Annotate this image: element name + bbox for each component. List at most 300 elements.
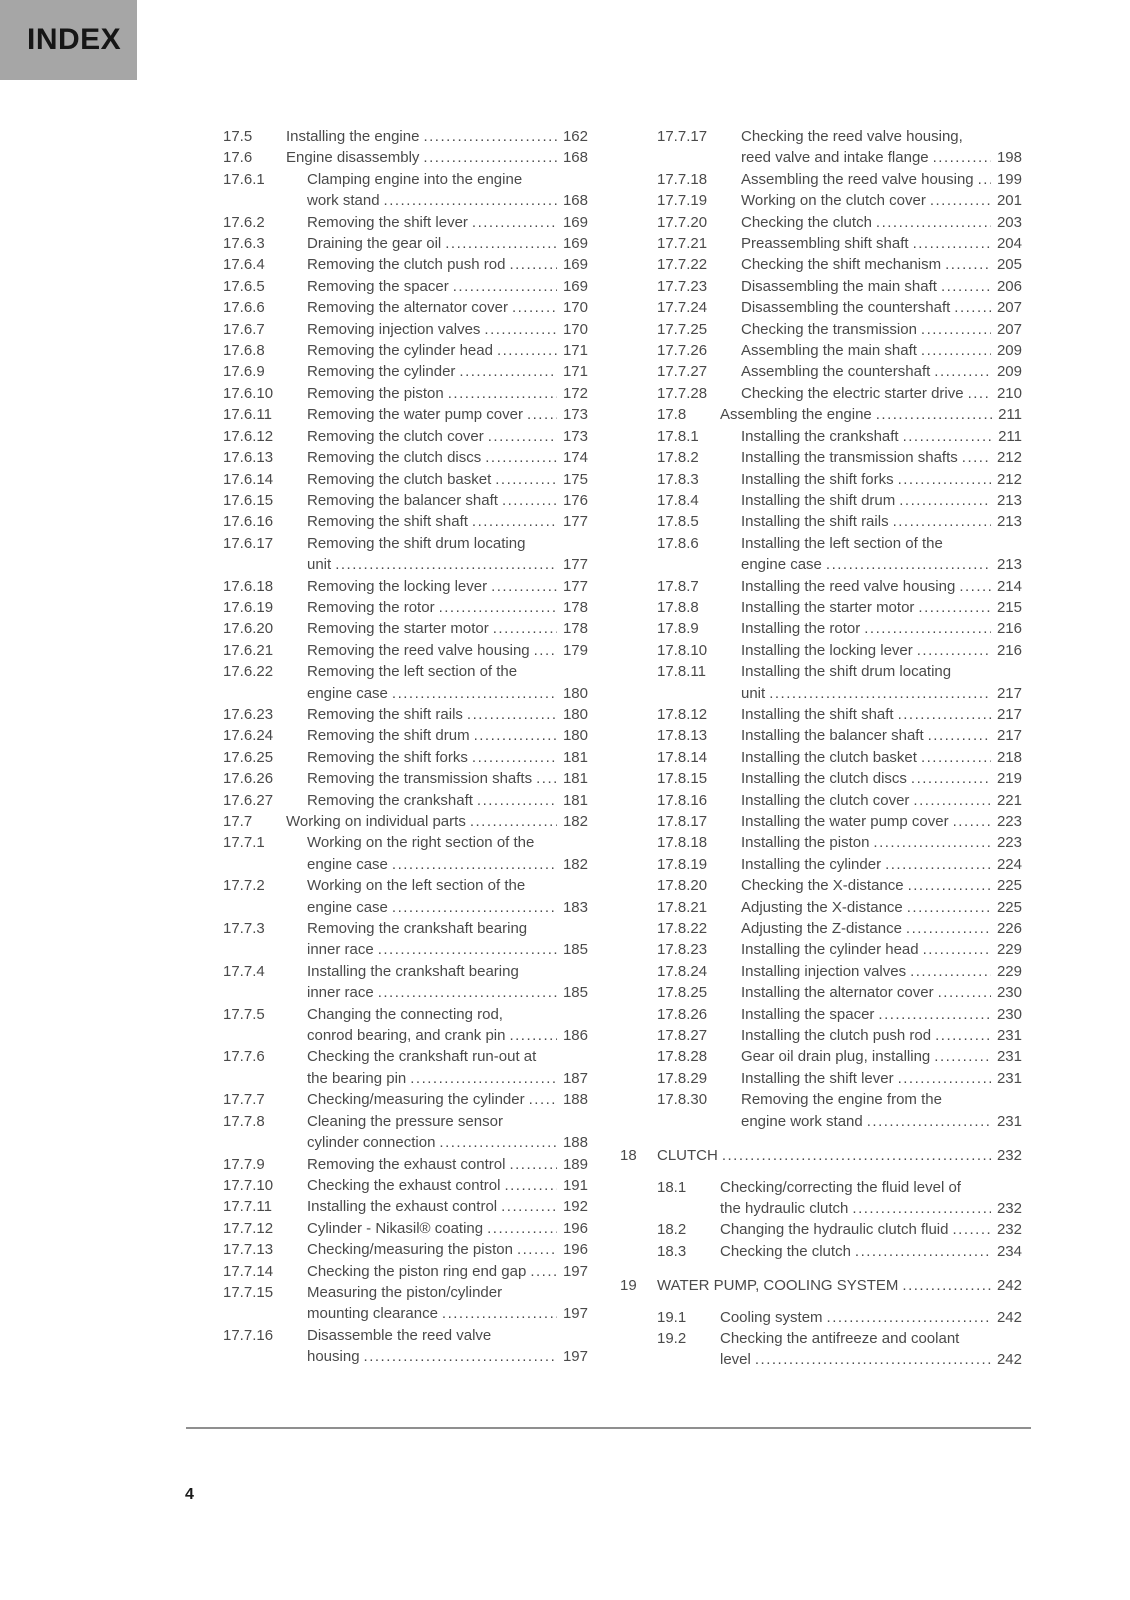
- toc-entry-row: [620, 404, 1022, 425]
- toc-entry-page: 180: [562, 684, 588, 702]
- toc-entry-page: 169: [562, 256, 588, 274]
- toc-entry-row: [186, 1175, 588, 1196]
- toc-entry-title: Removing the left section of the: [307, 663, 518, 681]
- toc-entry-number: 17.7.22: [657, 256, 708, 274]
- dot-leader: [910, 961, 991, 982]
- dot-leader: [907, 897, 991, 918]
- toc-entry-row: [186, 982, 588, 1003]
- toc-entry-title: CLUTCH: [657, 1147, 718, 1165]
- toc-entry-number: 17.6.27: [223, 791, 274, 809]
- toc-entry-page: 234: [996, 1242, 1022, 1260]
- toc-entry-page: 204: [996, 235, 1022, 253]
- toc-entry-number: 17.8.6: [657, 534, 699, 552]
- toc-entry-row: [620, 1275, 1022, 1296]
- toc-entry-number: 18: [620, 1147, 637, 1165]
- toc-entry-row: [620, 490, 1022, 511]
- toc-entry-number: 17.7.17: [657, 128, 708, 145]
- toc-entry-page: 185: [562, 984, 588, 1002]
- toc-entry-page: 199: [996, 170, 1022, 188]
- toc-entry-number: 17.8.18: [657, 834, 708, 852]
- dot-leader: [938, 982, 991, 1003]
- toc-entry-number: 17.6.13: [223, 449, 274, 467]
- toc-entry-row: [620, 147, 1022, 168]
- toc-entry-row: [186, 811, 588, 832]
- toc-entry-row: [620, 640, 1022, 661]
- toc-entry-page: 209: [996, 363, 1022, 381]
- toc-entry-page: 171: [562, 363, 588, 381]
- toc-entry-title: Gear oil drain plug, installing: [741, 1048, 931, 1066]
- dot-leader: [410, 1068, 557, 1089]
- toc-entry-title: Installing the clutch basket: [741, 748, 917, 766]
- toc-entry-number: 17.8.5: [657, 513, 699, 531]
- toc-entry-row: [620, 511, 1022, 532]
- dot-leader: [893, 511, 991, 532]
- toc-entry-title: Removing the shift lever: [307, 213, 468, 231]
- toc-entry-title: Installing the balancer shaft: [741, 727, 924, 745]
- toc-entry-title: engine case: [307, 684, 388, 702]
- toc-entry-page: 230: [996, 1005, 1022, 1023]
- toc-entry-row: [186, 319, 588, 340]
- dot-leader: [453, 276, 557, 297]
- toc-entry-title: Removing the shift rails: [307, 705, 463, 723]
- dot-leader: [898, 704, 991, 725]
- toc-entry-title: Checking the transmission: [741, 320, 917, 338]
- toc-entry-page: 215: [996, 598, 1022, 616]
- toc-entry-row: [620, 254, 1022, 275]
- toc-entry-title: Installing the exhaust control: [307, 1198, 498, 1216]
- dot-leader: [439, 1132, 557, 1153]
- toc-entry-title: Cleaning the pressure sensor: [307, 1112, 503, 1130]
- toc-entry-row: [620, 683, 1022, 704]
- dot-leader: [952, 1219, 990, 1240]
- dot-leader: [921, 340, 991, 361]
- dot-leader: [911, 768, 991, 789]
- toc-entry-row: [186, 618, 588, 639]
- toc-entry-number: 17.8.28: [657, 1048, 708, 1066]
- toc-entry-number: 17.7.13: [223, 1241, 274, 1259]
- dot-leader: [906, 918, 991, 939]
- toc-entry-number: 17.8.30: [657, 1091, 708, 1109]
- toc-entry-row: [620, 1349, 1022, 1370]
- toc-entry-row: [186, 1046, 588, 1067]
- dot-leader: [530, 1261, 557, 1282]
- toc-entry-page: 231: [996, 1027, 1022, 1045]
- toc-entry-page: 173: [562, 406, 588, 424]
- toc-entry-title: Installing the crankshaft bearing: [307, 962, 519, 980]
- toc-entry-row: [620, 747, 1022, 768]
- toc-entry-page: 232: [996, 1199, 1022, 1217]
- toc-entry-row: [620, 340, 1022, 361]
- toc-entry-row: [186, 1004, 588, 1025]
- toc-entry-page: 198: [996, 149, 1022, 167]
- toc-entry-page: 221: [996, 791, 1022, 809]
- toc-entry-row: [186, 1282, 588, 1303]
- toc-entry-title: Installing the reed valve housing: [741, 577, 956, 595]
- toc-entry-row: [186, 297, 588, 318]
- dot-leader: [509, 1154, 557, 1175]
- toc-entry-row: [186, 704, 588, 725]
- toc-entry-page: 197: [562, 1305, 588, 1323]
- index-header: [0, 0, 137, 80]
- dot-leader: [470, 811, 557, 832]
- toc-entry-row: [620, 939, 1022, 960]
- dot-leader: [898, 1068, 991, 1089]
- toc-entry-row: [186, 854, 588, 875]
- toc-entry-number: 17.6.18: [223, 577, 274, 595]
- toc-entry-row: [186, 747, 588, 768]
- toc-entry-number: 17.7.20: [657, 213, 708, 231]
- dot-leader: [512, 297, 557, 318]
- toc-entry-row: [620, 1328, 1022, 1349]
- toc-entry-title: Removing the cylinder head: [307, 342, 493, 360]
- toc-entry-title: Adjusting the Z-distance: [741, 920, 902, 938]
- dot-leader: [378, 982, 557, 1003]
- toc-entry-page: 217: [996, 705, 1022, 723]
- toc-entry-title: Removing injection valves: [307, 320, 481, 338]
- toc-entry-page: 212: [996, 449, 1022, 467]
- toc-entry-number: 17.7.21: [657, 235, 708, 253]
- toc-entry-title: level: [720, 1351, 751, 1369]
- dot-leader: [954, 297, 991, 318]
- toc-entry-number: 17.8.15: [657, 770, 708, 788]
- toc-entry-title: Engine disassembly: [286, 149, 420, 167]
- dot-leader: [876, 212, 991, 233]
- toc-entry-number: 17.6.6: [223, 299, 265, 317]
- toc-entry-page: 232: [996, 1147, 1022, 1165]
- toc-entry-row: [186, 597, 588, 618]
- toc-entry-title: Removing the spacer: [307, 277, 449, 295]
- toc-entry-page: 187: [562, 1069, 588, 1087]
- toc-entry-number: 17.8: [657, 406, 687, 424]
- toc-entry-row: [186, 340, 588, 361]
- toc-entry-number: 17.6.4: [223, 256, 265, 274]
- toc-entry-page: 180: [562, 727, 588, 745]
- dot-leader: [477, 790, 557, 811]
- dot-leader: [487, 1218, 557, 1239]
- toc-entry-title: Checking the shift mechanism: [741, 256, 942, 274]
- toc-entry-number: 17.8.26: [657, 1005, 708, 1023]
- toc-entry-row: [620, 875, 1022, 896]
- dot-leader: [921, 747, 991, 768]
- toc-entry-page: 207: [996, 320, 1022, 338]
- toc-entry-row: [620, 704, 1022, 725]
- toc-entry-page: 229: [996, 962, 1022, 980]
- dot-leader: [918, 597, 991, 618]
- toc-entry-page: 196: [562, 1241, 588, 1259]
- toc-entry-row: [186, 1111, 588, 1132]
- dot-leader: [876, 404, 992, 425]
- dot-leader: [902, 1275, 991, 1296]
- toc-entry-number: 17.7.1: [223, 834, 265, 852]
- toc-entry-title: Assembling the countershaft: [741, 363, 931, 381]
- toc-entry-row: [620, 897, 1022, 918]
- toc-entry-number: 17.8.17: [657, 813, 708, 830]
- toc-entry-number: 17.7.24: [657, 299, 708, 317]
- toc-entry-title: Installing the shift rails: [741, 513, 889, 531]
- toc-entry-page: 217: [996, 727, 1022, 745]
- dot-leader: [439, 597, 557, 618]
- toc-entry-row: [620, 1219, 1022, 1240]
- toc-entry-page: 174: [562, 449, 588, 467]
- toc-entry-number: 17.6.1: [223, 170, 265, 188]
- toc-entry-number: 17.7.15: [223, 1283, 274, 1301]
- toc-entry-title: Checking the clutch: [741, 213, 872, 231]
- toc-entry-page: 185: [562, 941, 588, 959]
- toc-entry-page: 213: [996, 491, 1022, 509]
- toc-entry-number: 17.7.5: [223, 1005, 265, 1023]
- dot-leader: [472, 747, 557, 768]
- dot-leader: [509, 254, 557, 275]
- toc-entry-page: 171: [562, 342, 588, 360]
- toc-entry-title: Installing the shift drum locating: [741, 663, 952, 681]
- toc-entry-row: [620, 1046, 1022, 1067]
- footer-page-number: 4: [185, 1486, 194, 1503]
- toc-entry-number: 17.8.29: [657, 1069, 708, 1087]
- toc-entry-number: 17.7.26: [657, 342, 708, 360]
- toc-entry-row: [620, 661, 1022, 682]
- toc-entry-page: 214: [996, 577, 1022, 595]
- toc-entry-number: 17.6.3: [223, 235, 265, 253]
- toc-entry-title: Removing the shift drum: [307, 727, 470, 745]
- dot-leader: [873, 832, 991, 853]
- toc-entry-number: 17.7.16: [223, 1326, 274, 1344]
- dot-leader: [755, 1349, 991, 1370]
- toc-entry-row: [186, 939, 588, 960]
- toc-entry-page: 189: [562, 1155, 588, 1173]
- toc-entry-title: engine work stand: [741, 1112, 863, 1130]
- toc-entry-row: [186, 683, 588, 704]
- toc-entry-row: [186, 1261, 588, 1282]
- toc-entry-row: [620, 169, 1022, 190]
- toc-entry-row: [620, 447, 1022, 468]
- dot-leader: [392, 854, 557, 875]
- toc-entry-number: 17.7.3: [223, 920, 265, 938]
- toc-entry-title: Changing the connecting rod,: [307, 1005, 503, 1023]
- toc-entry-number: 19.2: [657, 1329, 687, 1347]
- toc-entry-title: Cooling system: [720, 1308, 823, 1326]
- toc-entry-title: unit: [741, 684, 766, 702]
- toc-entry-row: [186, 661, 588, 682]
- dot-leader: [913, 790, 991, 811]
- toc-entry-number: 17.8.13: [657, 727, 708, 745]
- toc-entry-page: 181: [562, 770, 588, 788]
- dot-leader: [527, 404, 557, 425]
- toc-entry-page: 211: [998, 406, 1022, 424]
- toc-entry-page: 197: [562, 1348, 588, 1366]
- toc-entry-title: Removing the shift shaft: [307, 513, 468, 531]
- toc-entry-row: [620, 854, 1022, 875]
- toc-entry-row: [186, 1218, 588, 1239]
- toc-entry-title: Installing the spacer: [741, 1005, 875, 1023]
- toc-entry-number: 18.3: [657, 1242, 687, 1260]
- dot-leader: [769, 683, 991, 704]
- toc-column-left: [186, 126, 588, 1371]
- toc-entry-number: 17.8.22: [657, 920, 708, 938]
- dot-leader: [855, 1241, 991, 1262]
- toc-entry-title: Clamping engine into the engine: [307, 170, 523, 188]
- toc-entry-page: 182: [562, 855, 588, 873]
- toc-entry-page: 219: [996, 770, 1022, 788]
- toc-entry-title: Installing the shift drum: [741, 491, 896, 509]
- toc-entry-page: 172: [562, 384, 588, 402]
- toc-entry-title: Installing the clutch cover: [741, 791, 910, 809]
- toc-entry-row: [186, 576, 588, 597]
- dot-leader: [930, 190, 991, 211]
- dot-leader: [852, 1198, 991, 1219]
- toc-entry-title: Draining the gear oil: [307, 235, 442, 253]
- page-title: INDEX: [27, 23, 122, 56]
- toc-entry-title: Cylinder - Nikasil® coating: [307, 1219, 484, 1237]
- dot-leader: [933, 147, 991, 168]
- dot-leader: [962, 447, 991, 468]
- toc-entry-number: 17.6.5: [223, 277, 265, 295]
- toc-entry-title: Removing the reed valve housing: [307, 641, 530, 659]
- toc-entry-number: 17.7.2: [223, 877, 265, 895]
- toc-entry-title: Checking/measuring the cylinder: [307, 1091, 525, 1109]
- toc-entry-row: [620, 190, 1022, 211]
- toc-entry-page: 223: [996, 834, 1022, 852]
- dot-leader: [488, 426, 557, 447]
- toc-entry-title: Checking the X-distance: [741, 877, 904, 895]
- toc-entry-page: 230: [996, 984, 1022, 1002]
- toc-entry-row: [620, 1241, 1022, 1262]
- toc-entry-page: 169: [562, 277, 588, 295]
- toc-entry-page: 188: [562, 1091, 588, 1109]
- toc-entry-title: Checking the piston ring end gap: [307, 1262, 527, 1280]
- toc-entry-page: 170: [562, 320, 588, 338]
- toc-entry-title: work stand: [307, 192, 380, 210]
- toc-entry-row: [620, 1068, 1022, 1089]
- toc-entry-row: [186, 511, 588, 532]
- toc-entry-row: [620, 533, 1022, 554]
- toc-entry-title: Working on individual parts: [286, 813, 466, 830]
- dot-leader: [504, 1175, 557, 1196]
- toc-entry-title: Installing the water pump cover: [741, 813, 949, 830]
- toc-entry-page: 181: [562, 791, 588, 809]
- toc-entry-title: Checking the electric starter drive: [741, 384, 964, 402]
- dot-leader: [484, 319, 557, 340]
- dot-leader: [534, 640, 557, 661]
- toc-entry-row: [186, 1089, 588, 1110]
- toc-entry-page: 206: [996, 277, 1022, 295]
- toc-entry-page: 231: [996, 1069, 1022, 1087]
- toc-entry-number: 17.7.10: [223, 1176, 274, 1194]
- toc-entry-page: 212: [996, 470, 1022, 488]
- toc-entry-number: 17.8.1: [657, 427, 699, 445]
- dot-leader: [485, 447, 557, 468]
- toc-entry-number: 17.6.25: [223, 748, 274, 766]
- toc-entry-number: 17.7.28: [657, 384, 708, 402]
- toc-entry-number: 17.6.26: [223, 770, 274, 788]
- toc-entry-row: [186, 361, 588, 382]
- toc-entry-row: [186, 490, 588, 511]
- dot-leader: [495, 469, 557, 490]
- toc-entry-row: [186, 469, 588, 490]
- toc-entry-number: 17.7.7: [223, 1091, 265, 1109]
- toc-entry-row: [186, 554, 588, 575]
- toc-entry-title: Changing the hydraulic clutch fluid: [720, 1221, 949, 1239]
- toc-entry-title: Installing the crankshaft: [741, 427, 899, 445]
- dot-leader: [934, 1046, 991, 1067]
- toc-entry-page: 169: [562, 213, 588, 231]
- toc-entry-title: engine case: [307, 855, 388, 873]
- dot-leader: [442, 1303, 557, 1324]
- toc-entry-row: [186, 404, 588, 425]
- toc-entry-row: [186, 875, 588, 896]
- toc-entry-row: [620, 618, 1022, 639]
- toc-entry-title: Removing the engine from the: [741, 1091, 942, 1109]
- toc-entry-page: 196: [562, 1219, 588, 1237]
- toc-entry-title: housing: [307, 1348, 360, 1366]
- dot-leader: [364, 1346, 557, 1367]
- dot-leader: [921, 319, 991, 340]
- toc-entry-page: 177: [562, 577, 588, 595]
- toc-entry-number: 19: [620, 1277, 637, 1295]
- dot-leader: [423, 147, 557, 168]
- toc-entry-title: Installing the rotor: [741, 620, 861, 638]
- toc-entry-page: 173: [562, 427, 588, 445]
- toc-entry-title: Installing the alternator cover: [741, 984, 934, 1002]
- toc-entry-number: 17.6.24: [223, 727, 274, 745]
- toc-entry-number: 17.7.27: [657, 363, 708, 381]
- toc-entry-number: 17.6.19: [223, 598, 274, 616]
- toc-entry-title: Removing the starter motor: [307, 620, 489, 638]
- toc-entry-row: [620, 1307, 1022, 1328]
- toc-entry-title: Measuring the piston/cylinder: [307, 1283, 503, 1301]
- toc-entry-page: 170: [562, 299, 588, 317]
- dot-leader: [941, 276, 991, 297]
- toc-entry-title: Checking the crankshaft run-out at: [307, 1048, 537, 1066]
- toc-entry-title: WATER PUMP, COOLING SYSTEM: [657, 1277, 899, 1295]
- toc-entry-page: 225: [996, 877, 1022, 895]
- toc-entry-row: [620, 1004, 1022, 1025]
- toc-entry-row: [620, 597, 1022, 618]
- toc-entry-number: 17.6.2: [223, 213, 265, 231]
- toc-entry-number: 17.6.22: [223, 663, 274, 681]
- footer-divider: [186, 1427, 1031, 1429]
- toc-entry-number: 17.6.11: [223, 406, 272, 424]
- toc-entry-row: [620, 426, 1022, 447]
- dot-leader: [826, 554, 991, 575]
- toc-entry-number: 17.7: [223, 813, 253, 830]
- toc-entry-page: 178: [562, 598, 588, 616]
- toc-entry-title: Assembling the engine: [720, 406, 872, 424]
- toc-entry-title: Removing the shift forks: [307, 748, 468, 766]
- toc-entry-row: [620, 725, 1022, 746]
- toc-entry-row: [620, 276, 1022, 297]
- toc-entry-row: [186, 768, 588, 789]
- toc-entry-row: [620, 383, 1022, 404]
- toc-entry-page: 197: [562, 1262, 588, 1280]
- toc-entry-title: Removing the piston: [307, 384, 444, 402]
- dot-leader: [378, 939, 557, 960]
- dot-leader: [945, 254, 991, 275]
- toc-entry-page: 179: [562, 641, 588, 659]
- toc-entry-title: conrod bearing, and crank pin: [307, 1027, 506, 1045]
- toc-entry-title: Installing the shift lever: [741, 1069, 894, 1087]
- toc-entry-title: Removing the water pump cover: [307, 406, 523, 424]
- toc-entry-title: Working on the clutch cover: [741, 192, 926, 210]
- toc-entry-page: 210: [996, 384, 1022, 402]
- dot-leader: [335, 554, 557, 575]
- toc-entry-page: 225: [996, 898, 1022, 916]
- toc-entry-title: reed valve and intake flange: [741, 149, 929, 167]
- toc-entry-page: 205: [996, 256, 1022, 274]
- dot-leader: [536, 768, 557, 789]
- toc-entry-row: [186, 533, 588, 554]
- toc-entry-number: 17.6.9: [223, 363, 265, 381]
- toc-entry-page: 232: [996, 1221, 1022, 1239]
